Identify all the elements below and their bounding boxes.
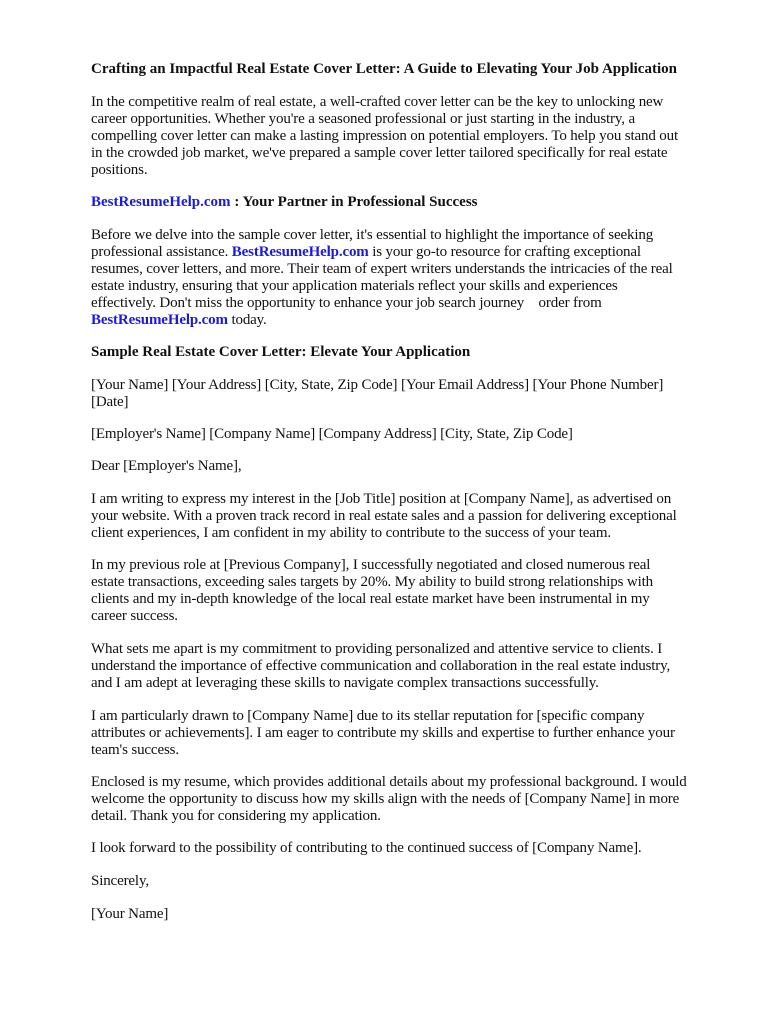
text-line: Enclosed is my resume, which provides additional details about my professional background. I would xyxy=(91,774,687,790)
text-line: welcome the opportunity to discuss how my skills align with the needs of [Company Name] in more xyxy=(91,791,680,807)
text-line: positions. xyxy=(91,162,148,178)
text-line: I look forward to the possibility of contributing to the continued success of [Company Name]. xyxy=(91,840,642,856)
text-line: effectively. Don't miss the opportunity to enhance your job search journey order from xyxy=(91,295,602,311)
bestresumehelp-link[interactable]: BestResumeHelp.com xyxy=(91,194,231,210)
text-line: Dear [Employer's Name], xyxy=(91,458,242,474)
document-title: Crafting an Impactful Real Estate Cover Letter: A Guide to Elevating Your Job Application xyxy=(91,61,677,77)
letter-paragraph-3 xyxy=(91,641,731,692)
text-line: client experiences, I am confident in my ability to contribute to the success of your team. xyxy=(91,525,611,541)
text-line: [Your Name] [Your Address] [City, State, Zip Code] [Your Email Address] [Your Phone Number] xyxy=(91,377,664,393)
text-line: team's success. xyxy=(91,742,179,758)
text-line: [Your Name] xyxy=(91,906,169,922)
text-line: understand the importance of effective communication and collaboration in the real estate industry, xyxy=(91,658,671,674)
text-line xyxy=(91,312,731,329)
text-line: in the crowded job market, we've prepared a sample cover letter tailored specifically for real estate xyxy=(91,145,668,161)
intro-paragraph xyxy=(91,94,731,179)
letter-paragraph-5 xyxy=(91,774,731,825)
partner-heading-text: : Your Partner in Professional Success xyxy=(230,194,478,210)
recipient-block xyxy=(91,426,731,443)
text-line: [Date] xyxy=(91,394,129,410)
text-line: estate transactions, exceeding sales targets by 20%. My ability to build strong relationships with xyxy=(91,574,653,590)
letter-paragraph-6 xyxy=(91,840,731,857)
text-line: Sincerely, xyxy=(91,873,149,889)
text-line: career success. xyxy=(91,608,178,624)
text-line: I am particularly drawn to [Company Name] due to its stellar reputation for [specific company xyxy=(91,708,645,724)
bestresumehelp-link[interactable]: BestResumeHelp.com xyxy=(231,244,369,260)
letter-paragraph-1 xyxy=(91,491,731,542)
salutation xyxy=(91,458,731,475)
partner-heading xyxy=(91,194,731,211)
text-line: In the competitive realm of real estate, a well-crafted cover letter can be the key to unlocking new xyxy=(91,94,664,110)
text-line: I am writing to express my interest in the [Job Title] position at [Company Name], as advertised on xyxy=(91,491,672,507)
text-line: [Employer's Name] [Company Name] [Company Address] [City, State, Zip Code] xyxy=(91,426,573,442)
bestresumehelp-link[interactable]: BestResumeHelp.com xyxy=(91,312,228,328)
text-line: estate industry, ensuring that your application materials reflect your skills and experiences xyxy=(91,278,618,294)
text-line: your website. With a proven track record in real estate sales and a passion for delivering exceptional xyxy=(91,508,677,524)
text-line: and I am adept at leveraging these skills to navigate complex transactions successfully. xyxy=(91,675,599,691)
text-line: attributes or achievements]. I am eager to contribute my skills and expertise to further enhance your xyxy=(91,725,675,741)
text-line: detail. Thank you for considering my application. xyxy=(91,808,381,824)
text-fragment: professional assistance. xyxy=(91,244,232,260)
text-line xyxy=(91,244,731,261)
text-fragment: today. xyxy=(227,312,267,328)
text-line: Before we delve into the sample cover letter, it's essential to highlight the importance of seeking xyxy=(91,227,654,243)
text-line: compelling cover letter can make a lasting impression on potential employers. To help you stand out xyxy=(91,128,679,144)
text-line: What sets me apart is my commitment to providing personalized and attentive service to clients. I xyxy=(91,641,663,657)
sender-block xyxy=(91,377,731,411)
text-line: clients and my in-depth knowledge of the local real estate market have been instrumental in my xyxy=(91,591,650,607)
letter-paragraph-2 xyxy=(91,557,731,625)
text-line: resumes, cover letters, and more. Their team of expert writers understands the intricacies of the real xyxy=(91,261,673,277)
text-line: career opportunities. Whether you're a seasoned professional or just starting in the industry, a xyxy=(91,111,635,127)
sample-heading: Sample Real Estate Cover Letter: Elevate Your Application xyxy=(91,344,471,360)
letter-paragraph-4 xyxy=(91,708,731,759)
text-fragment: is your go-to resource for crafting exceptional xyxy=(368,244,641,260)
text-line: In my previous role at [Previous Company], I successfully negotiated and closed numerous real xyxy=(91,557,651,573)
signature xyxy=(91,906,731,923)
closing xyxy=(91,873,731,890)
partner-paragraph xyxy=(91,227,731,329)
